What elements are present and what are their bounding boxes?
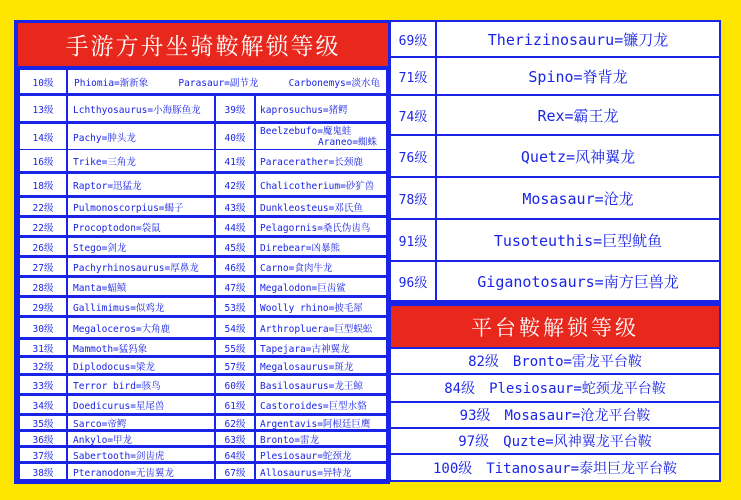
saddle-name: Plesiosaur=蛇颈龙平台鞍 xyxy=(489,381,666,397)
level-cell: 41级 xyxy=(216,150,254,171)
level-cell: 37级 xyxy=(20,448,66,461)
dino-entry: Sarco=帝鳄 xyxy=(68,416,214,429)
level-text: 84级 xyxy=(444,381,476,397)
level-cell: 22级 xyxy=(20,198,66,215)
dino-entry: Trike=三角龙 xyxy=(68,150,214,171)
level-cell: 39级 xyxy=(216,96,254,121)
dino-entry: Allosaurus=异特龙 xyxy=(256,464,386,479)
level-cell: 91级 xyxy=(391,220,435,260)
dino-entry: Mammoth=猛犸象 xyxy=(68,340,214,355)
level-cell: 34级 xyxy=(20,396,66,413)
level-cell: 14级 xyxy=(20,124,66,149)
dino-entry: Pachyrhinosaurus=厚鼻龙 xyxy=(68,258,214,275)
dino-entry xyxy=(256,124,386,149)
level-cell: 35级 xyxy=(20,416,66,429)
saddle-name: Titanosaur=泰坦巨龙平台鞍 xyxy=(486,460,677,477)
dino-entry: Megalodon=巨齿鲨 xyxy=(256,278,386,295)
level-cell: 27级 xyxy=(20,258,66,275)
level-cell: 78级 xyxy=(391,178,435,218)
dino-entry: Carbonemys=淡水龟 xyxy=(288,77,380,89)
level-cell: 10级 xyxy=(20,70,66,93)
dino-entry: Doedicurus=星尾兽 xyxy=(68,396,214,413)
level-cell: 42级 xyxy=(216,174,254,195)
level-cell: 40级 xyxy=(216,124,254,149)
level-cell: 18级 xyxy=(20,174,66,195)
dino-entry: Pulmonoscorpius=蝎子 xyxy=(68,198,214,215)
saddle-name: Mosasaur=沧龙平台鞍 xyxy=(504,408,651,424)
platform-saddle-row xyxy=(391,429,719,453)
level-cell: 55级 xyxy=(216,340,254,355)
level-cell: 22级 xyxy=(20,218,66,235)
dino-entry: Pachy=肿头龙 xyxy=(68,124,214,149)
level-cell: 61级 xyxy=(216,396,254,413)
dino-entry: Mosasaur=沧龙 xyxy=(437,178,719,218)
platform-saddle-row xyxy=(391,375,719,401)
level-cell: 96级 xyxy=(391,262,435,300)
saddle-name: Bronto=雷龙平台鞍 xyxy=(512,354,642,370)
level-cell: 32级 xyxy=(20,358,66,373)
dino-entry: Argentavis=阿根廷巨鹰 xyxy=(256,416,386,429)
level-cell: 13级 xyxy=(20,96,66,121)
dino-entry: Carno=食肉牛龙 xyxy=(256,258,386,275)
level-text: 97级 xyxy=(458,434,490,450)
level-cell: 36级 xyxy=(20,432,66,445)
dino-entry: Arthropluera=巨型蜈蚣 xyxy=(256,318,386,337)
dino-entry: Diplodocus=梁龙 xyxy=(68,358,214,373)
level-cell: 45级 xyxy=(216,238,254,255)
dino-entry: Gallimimus=似鸡龙 xyxy=(68,298,214,315)
level-cell: 67级 xyxy=(216,464,254,479)
level-cell: 46级 xyxy=(216,258,254,275)
dino-entry: Raptor=迅猛龙 xyxy=(68,174,214,195)
dino-entry: Pteranodon=无齿翼龙 xyxy=(68,464,214,479)
dino-entry: Manta=蝠鲼 xyxy=(68,278,214,295)
dino-entry: Ankylo=甲龙 xyxy=(68,432,214,445)
dino-entry: Parasaur=副节龙 xyxy=(178,77,259,89)
platform-saddle-row xyxy=(391,403,719,427)
dino-entry: Basilosaurus=龙王鲸 xyxy=(256,376,386,393)
level-cell: 60级 xyxy=(216,376,254,393)
dino-entry: Woolly rhino=披毛犀 xyxy=(256,298,386,315)
level-cell: 43级 xyxy=(216,198,254,215)
dino-entry-line: Beelzebufo=魔鬼蛙 xyxy=(260,125,352,137)
dino-entry: Lchthyosaurus=小海豚鱼龙 xyxy=(68,96,214,121)
level-text: 93级 xyxy=(459,408,491,424)
level-cell: 47级 xyxy=(216,278,254,295)
level-cell: 16级 xyxy=(20,150,66,171)
dino-entry: Dunkleosteus=邓氏鱼 xyxy=(256,198,386,215)
platform-saddle-row xyxy=(391,349,719,373)
level-cell: 71级 xyxy=(391,58,435,94)
dino-entry: Plesiosaur=蛇颈龙 xyxy=(256,448,386,461)
level-cell: 31级 xyxy=(20,340,66,355)
dino-entry: Pelagornis=桑氏伪齿鸟 xyxy=(256,218,386,235)
level-cell: 30级 xyxy=(20,318,66,337)
level-cell: 57级 xyxy=(216,358,254,373)
dino-entry: Sabertooth=剑齿虎 xyxy=(68,448,214,461)
dino-entry: Quetz=风神翼龙 xyxy=(437,136,719,176)
dino-entry: Megaloceros=大角鹿 xyxy=(68,318,214,337)
dino-entry: Direbear=凶暴熊 xyxy=(256,238,386,255)
first-row-entries xyxy=(68,70,386,93)
level-text: 82级 xyxy=(468,354,499,370)
dino-entry: Paracerather=长颈鹿 xyxy=(256,150,386,171)
level-cell: 33级 xyxy=(20,376,66,393)
level-cell: 54级 xyxy=(216,318,254,337)
dino-entry: Tusoteuthis=巨型鱿鱼 xyxy=(437,220,719,260)
dino-entry: Bronto=雷龙 xyxy=(256,432,386,445)
dino-entry: Chalicotherium=砂犷兽 xyxy=(256,174,386,195)
level-cell: 69级 xyxy=(391,22,435,56)
dino-entry-line: Araneo=蜘蛛 xyxy=(318,136,378,148)
saddle-name: Quzte=风神翼龙平台鞍 xyxy=(503,434,652,450)
dino-entry: Megalosaurus=斑龙 xyxy=(256,358,386,373)
platform-title: 平台鞍解锁等级 xyxy=(391,306,719,347)
level-cell: 29级 xyxy=(20,298,66,315)
level-cell: 74级 xyxy=(391,96,435,134)
level-cell: 53级 xyxy=(216,298,254,315)
left-title: 手游方舟坐骑鞍解锁等级 xyxy=(18,23,388,66)
level-cell: 64级 xyxy=(216,448,254,461)
dino-entry: kaprosuchus=猪鳄 xyxy=(256,96,386,121)
dino-entry: Stego=剑龙 xyxy=(68,238,214,255)
dino-entry: Procoptodon=袋鼠 xyxy=(68,218,214,235)
level-cell: 44级 xyxy=(216,218,254,235)
dino-entry: Phiomia=渐新象 xyxy=(74,77,149,89)
level-cell: 62级 xyxy=(216,416,254,429)
dino-entry: Spino=脊背龙 xyxy=(437,58,719,94)
dino-entry: Rex=霸王龙 xyxy=(437,96,719,134)
dino-entry: Therizinosauru=镰刀龙 xyxy=(437,22,719,56)
level-cell: 38级 xyxy=(20,464,66,479)
level-cell: 76级 xyxy=(391,136,435,176)
dino-entry: Giganotosaurs=南方巨兽龙 xyxy=(437,262,719,300)
level-text: 100级 xyxy=(432,460,473,477)
platform-saddle-row xyxy=(391,455,719,480)
level-cell: 28级 xyxy=(20,278,66,295)
level-cell: 63级 xyxy=(216,432,254,445)
level-cell: 26级 xyxy=(20,238,66,255)
dino-entry: Tapejara=古神翼龙 xyxy=(256,340,386,355)
dino-entry: Castoroides=巨型水貉 xyxy=(256,396,386,413)
dino-entry: Terror bird=骇鸟 xyxy=(68,376,214,393)
